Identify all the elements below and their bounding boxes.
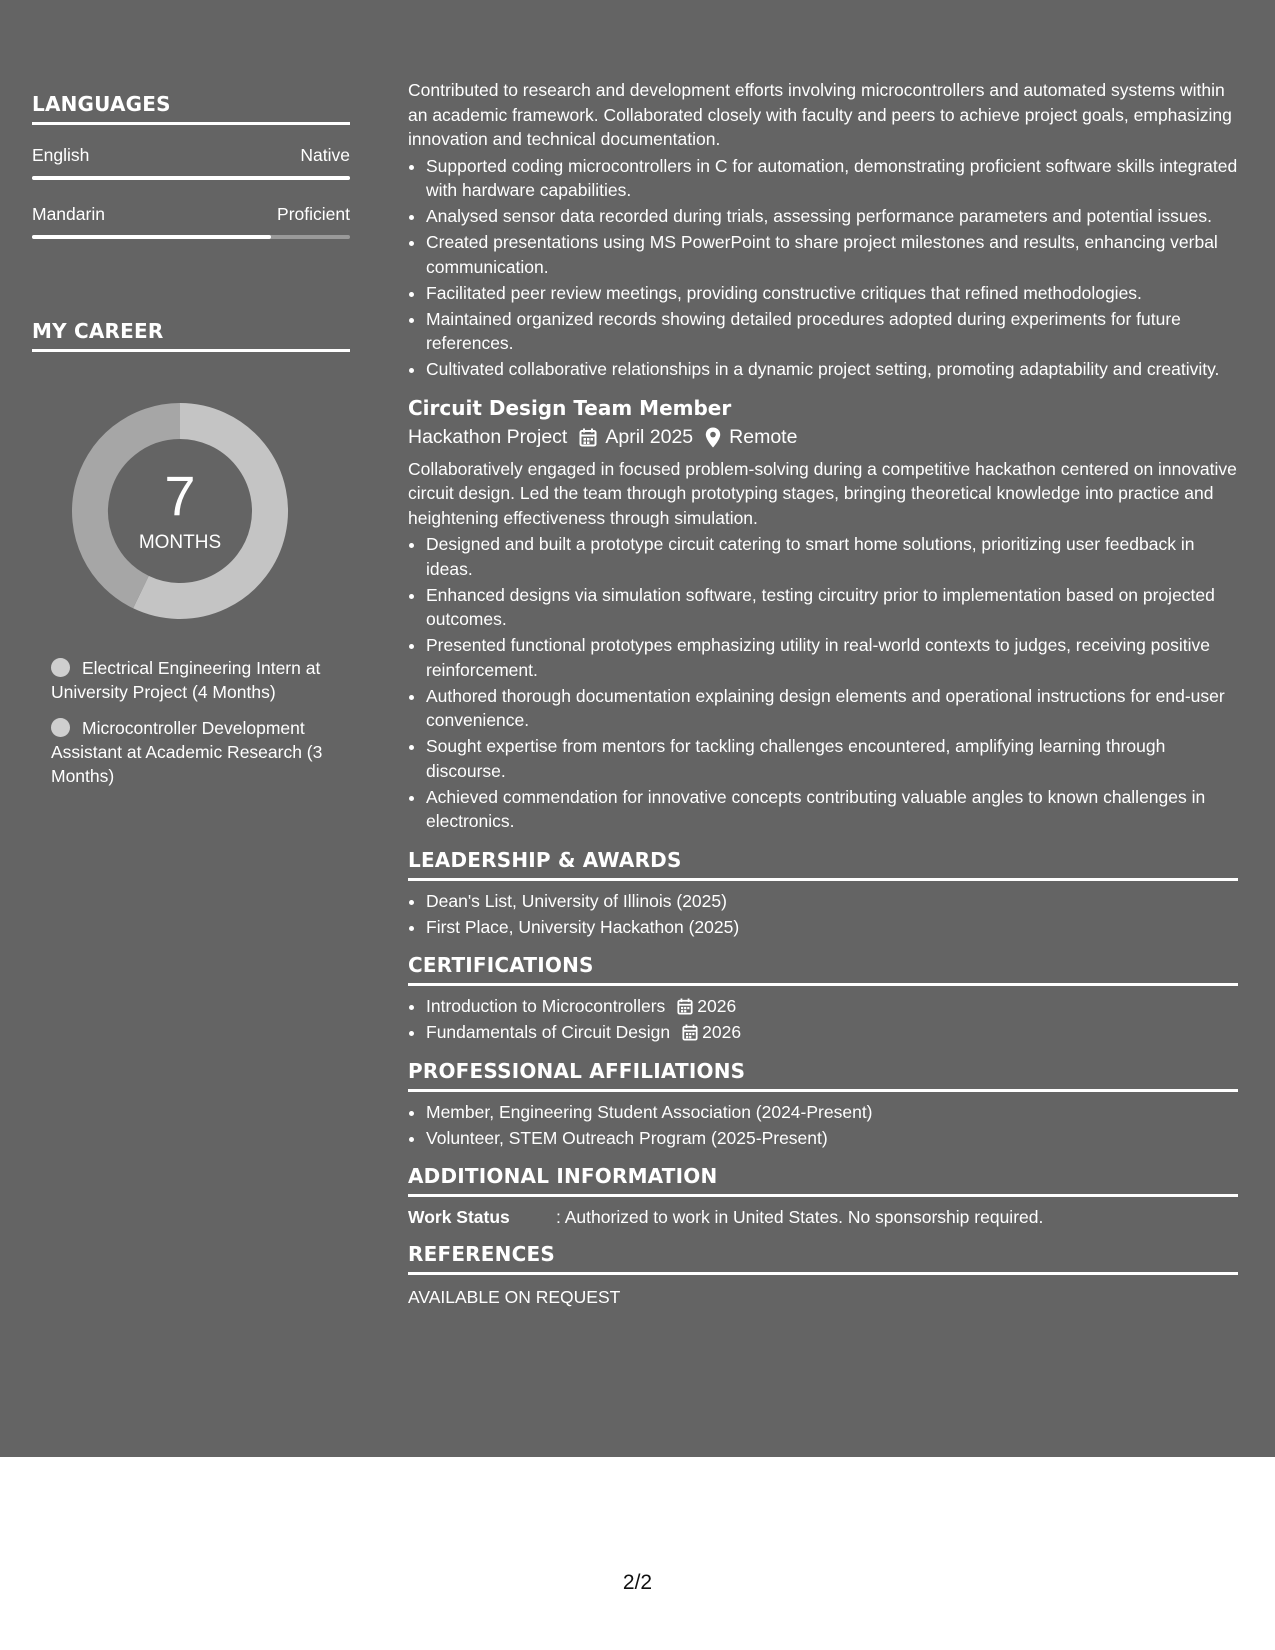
references-text: AVAILABLE ON REQUEST [408,1287,621,1307]
list-item [426,994,1238,1019]
list-item: • Supported coding microcontrollers in C for automation, demonstrating proficient software skills integrated with hardware capabilities. [426,154,1238,203]
list-item: • First Place, University Hackathon (2025) [426,915,1238,940]
list-item: • Sought expertise from mentors for tackling challenges encountered, amplifying learning through discourse. [426,734,1238,783]
left-column [32,92,350,800]
job-meta [408,426,1238,449]
additional-title: ADDITIONAL INFORMATION [408,1164,1238,1197]
map-pin-icon [705,427,721,448]
list-item [426,1020,1238,1045]
right-column [408,78,1238,1308]
language-level: Native [300,145,350,165]
job-summary: Contributed to research and development efforts involving microcontrollers and automated systems within an academic framework. Collaborated closely with faculty and peers to achieve project goals, emphasizing innovation and technical documentation. [408,80,1232,149]
list-item: • Authored thorough documentation explaining design elements and operational instructions for end-user convenience. [426,684,1238,733]
language-bar [32,235,350,239]
language-item [32,204,350,239]
career-total-months: 7 [164,464,196,527]
list-item: • Facilitated peer review meetings, providing constructive critiques that refined methodologies. [426,281,1238,306]
language-level: Proficient [277,204,350,224]
affiliations-section [408,1059,1238,1151]
additional-section [408,1164,1238,1228]
leadership-title: LEADERSHIP & AWARDS [408,848,1238,881]
job-bullets [408,154,1238,382]
job-date: April 2025 [605,425,694,448]
references-section [408,1242,1238,1308]
legend-dot-icon [51,718,70,737]
list-item: • Dean's List, University of Illinois (2025) [426,889,1238,914]
list-item: • Enhanced designs via simulation software, testing circuitry prior to implementation based on projected outcomes. [426,583,1238,632]
work-status-label: Work Status [408,1207,510,1227]
career-legend-item: Microcontroller Development Assistant at Academic Research (3 Months) [51,718,323,786]
calendar-icon [579,428,597,447]
career-donut-chart [65,396,295,626]
list-item: • Achieved commendation for innovative concepts contributing valuable angles to known challenges in electronics. [426,785,1238,834]
language-bar-fill [32,235,271,239]
cert-name: • Fundamentals of Circuit Design [426,1022,671,1042]
languages-title: LANGUAGES [32,92,350,125]
career-total-unit: MONTHS [138,532,222,553]
list-item: • Volunteer, STEM Outreach Program (2025-Present) [426,1126,1238,1151]
career-legend [51,656,341,788]
list-item: • Created presentations using MS PowerPoint to share project milestones and results, enhancing verbal communication. [426,230,1238,279]
list-item: • Designed and built a prototype circuit catering to smart home solutions, prioritizing user feedback in ideas. [426,532,1238,581]
work-status-row [408,1207,1238,1228]
cert-year: 2026 [702,1022,742,1042]
cert-name: • Introduction to Microcontrollers [426,996,666,1016]
language-bar [32,176,350,180]
language-bar-fill [32,176,350,180]
list-item: • Presented functional prototypes emphasizing utility in real-world contexts to judges, receiving positive reinforcement. [426,633,1238,682]
calendar-icon [682,1024,698,1041]
affiliations-title: PROFESSIONAL AFFILIATIONS [408,1059,1238,1092]
list-item: • Maintained organized records showing detailed procedures adopted during experiments for future references. [426,307,1238,356]
page-number: 2/2 [622,1571,653,1594]
legend-dot-icon [51,658,70,677]
list-item: • Cultivated collaborative relationships in a dynamic project setting, promoting adaptability and creativity. [426,357,1238,382]
job-company: Hackathon Project [408,425,568,448]
list-item: • Analysed sensor data recorded during trials, assessing performance parameters and potential issues. [426,204,1238,229]
list-item: • Member, Engineering Student Association (2024-Present) [426,1100,1238,1125]
certifications-title: CERTIFICATIONS [408,953,1238,986]
language-name: Mandarin [32,204,105,224]
language-item [32,145,350,180]
job-title: Circuit Design Team Member [408,395,732,420]
work-status-value: : Authorized to work in United States. No sponsorship required. [556,1207,1044,1227]
calendar-icon [677,998,693,1015]
job-summary: Collaboratively engaged in focused problem-solving during a competitive hackathon centered on innovative circuit design. Led the team through prototyping stages, bringing theoretical knowledge into practice and heightening effectiveness through simulation. [408,458,1237,528]
job-bullets [408,532,1238,834]
certifications-section [408,953,1238,1045]
career-title: MY CAREER [32,319,350,352]
career-legend-item: Electrical Engineering Intern at University Project (4 Months) [51,658,321,702]
language-name: English [32,145,90,165]
leadership-section [408,848,1238,940]
references-title: REFERENCES [408,1242,1238,1275]
cert-year: 2026 [697,996,737,1016]
job-location: Remote [729,425,798,448]
